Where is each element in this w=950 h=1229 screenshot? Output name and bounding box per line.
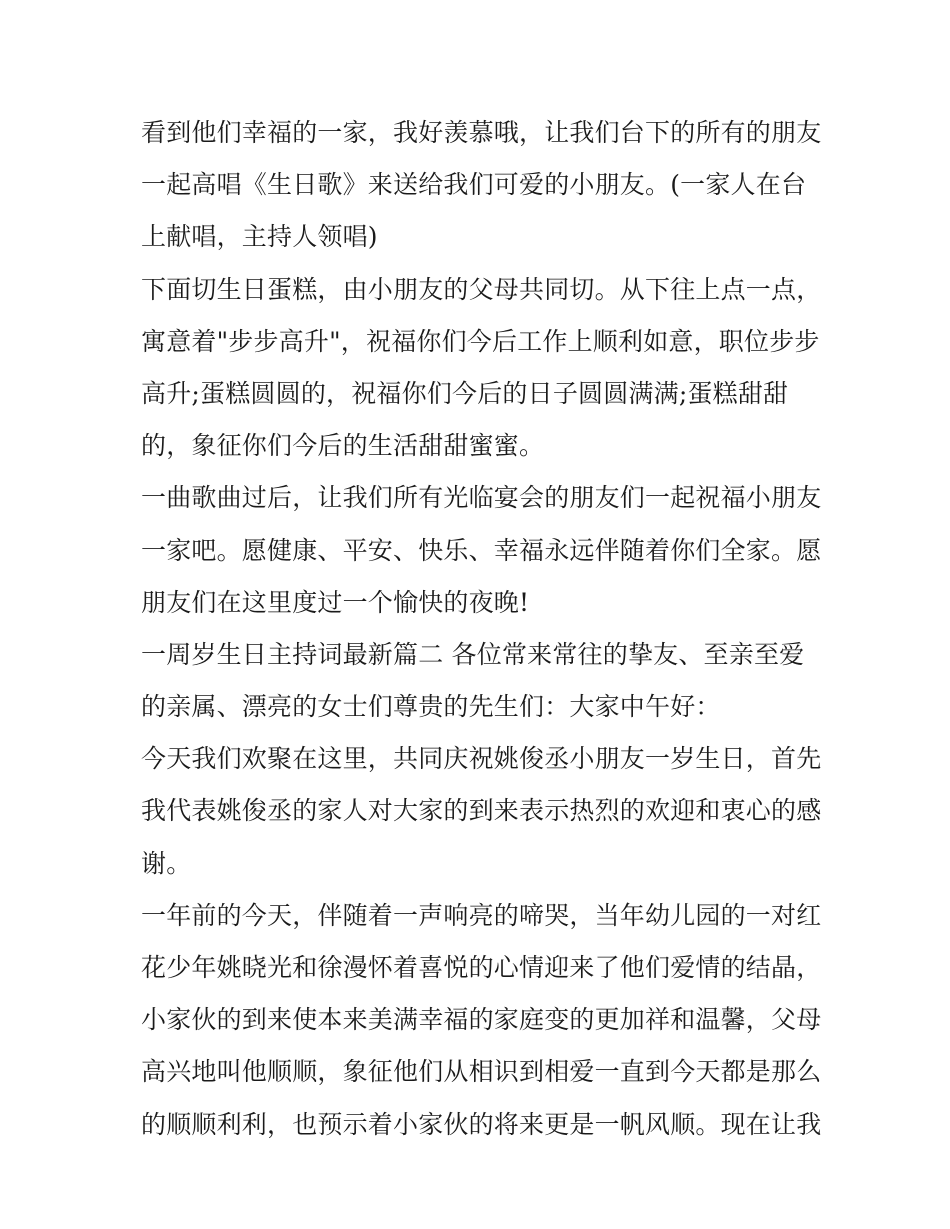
text-line: 上献唱，主持人领唱) [141,222,378,252]
text-line: 下面切生日蛋糕，由小朋友的父母共同切。从下往上点一点， [141,274,822,304]
document-body [141,107,831,1151]
text-line: 的顺顺利利，也预示着小家伙的将来更是一帆风顺。现在让我 [141,1109,822,1139]
text-line: 的亲属、漂亮的女士们尊贵的先生们：大家中午好： [141,692,721,722]
text-line: 的，象征你们今后的生活甜甜蜜蜜。 [141,431,545,461]
text-line: 一起高唱《生日歌》来送给我们可爱的小朋友。(一家人在台 [141,170,807,200]
text-line: 高兴地叫他顺顺，象征他们从相识到相爱一直到今天都是那么 [141,1057,822,1087]
text-line: 一年前的今天，伴随着一声响亮的啼哭，当年幼儿园的一对红 [141,900,822,930]
text-line: 朋友们在这里度过一个愉快的夜晚! [141,587,530,617]
text-line: 看到他们幸福的一家，我好羡慕哦，让我们台下的所有的朋友 [141,118,822,147]
text-line: 一曲歌曲过后，让我们所有光临宴会的朋友们一起祝福小朋友 [141,483,822,513]
text-line: 我代表姚俊丞的家人对大家的到来表示热烈的欢迎和衷心的感 [141,796,822,826]
text-line: 花少年姚晓光和徐漫怀着喜悦的心情迎来了他们爱情的结晶， [141,953,822,982]
text-line: 高升;蛋糕圆圆的，祝福你们今后的日子圆圆满满;蛋糕甜甜 [141,378,789,408]
text-line: 一周岁生日主持词最新篇二 各位常来常往的挚友、至亲至爱 [141,639,805,669]
text-line: 小家伙的到来使本来美满幸福的家庭变的更加祥和温馨，父母 [141,1005,822,1035]
text-line: 寓意着"步步高升"，祝福你们今后工作上顺利如意，职位步步 [141,326,820,356]
text-line: 今天我们欢聚在这里，共同庆祝姚俊丞小朋友一岁生日，首先 [141,744,822,774]
text-line: 一家吧。愿健康、平安、快乐、幸福永远伴随着你们全家。愿 [141,535,822,565]
text-line: 谢。 [141,848,192,878]
